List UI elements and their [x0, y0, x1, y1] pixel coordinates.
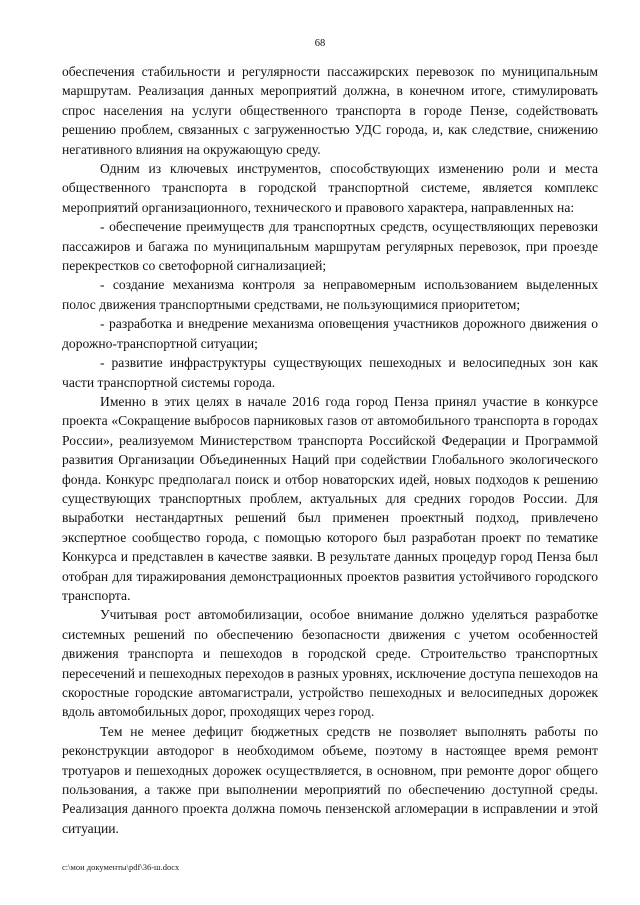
- paragraph: Тем не менее дефицит бюджетных средств не позволяет выполнять работы по реконструкции автодорог в необходимом объеме, поэтому в настоящее время ремонт тротуаров и пешеходных дорожек осуществляется, в основном, при ремонте дорог общего пользования, а также при выполнении мероприятий по обеспечению доступной среды. Реализация данного проекта должна помочь пензенской агломерации в исправлении и этой ситуации.: [62, 723, 598, 836]
- footer-file-path: c:\мои документы\pdf\36-ш.docx: [62, 862, 180, 872]
- page-number: 68: [314, 38, 326, 49]
- paragraph: Одним из ключевых инструментов, способствующих изменению роли и места общественного транспорта в городской транспортной системе, является комплекс мероприятий организационного, технического и правового характера, направленных на:: [62, 161, 598, 215]
- paragraph: Учитывая рост автомобилизации, особое внимание должно уделяться разработке системных решений по обеспечению безопасности движения с учетом особенностей движения транспорта и пешеходов в городской среде. Строительство транспортных пересечений и пешеходных переходов в разных уровнях, исключение доступа пешеходов на скоростные городские автомагистрали, устройство пешеходных и велосипедных дорожек вдоль автомобильных дорог, проходящих через город.: [62, 607, 598, 720]
- paragraph: Именно в этих целях в начале 2016 года город Пенза принял участие в конкурсе проекта «Сокращение выбросов парниковых газов от автомобильного транспорта в городах России», реализуемом Министерством транспорта Российской Федерации и Программой развития Организации Объединенных Наций при содействии Глобального экологического фонда. Конкурс предполагал поиск и отбор новаторских идей, новых подходов к решению существующих транспортных проблем, актуальных для средних городов России. Для выработки нестандартных решений был применен проектный подход, привлечено экспертное сообщество города, с помощью которого был разработан проект по тематике Конкурса и представлен в качестве заявки. В результате данных процедур город Пенза был отобран для тиражирования демонстрационных проектов развития устойчивого городского транспорта.: [62, 393, 598, 603]
- bullet-item: - разработка и внедрение механизма оповещения участников дорожного движения о дорожно-транспортной ситуации;: [62, 316, 598, 351]
- body-text: [62, 62, 598, 838]
- bullet-item: - обеспечение преимуществ для транспортных средств, осуществляющих перевозки пассажиров и багажа по муниципальным маршрутам регулярных перевозок, при проезде перекрестков со светофорной сигнализацией;: [62, 219, 598, 274]
- bullet-item: - развитие инфраструктуры существующих пешеходных и велосипедных зон как части транспортной системы города.: [62, 355, 598, 390]
- paragraph-continuation: обеспечения стабильности и регулярности пассажирских перевозок по муниципальным маршрутам. Реализация данных мероприятий должна, в конечном итоге, стимулировать спрос населения на услуги общественного транспорта в городе Пензе, содействовать решению проблем, связанных с загруженностью УДС города, и, как следствие, снижению негативного влияния на окружающую среду.: [62, 64, 598, 157]
- bullet-item: - создание механизма контроля за неправомерным использованием выделенных полос движения транспортными средствами, не пользующимися приоритетом;: [62, 277, 598, 312]
